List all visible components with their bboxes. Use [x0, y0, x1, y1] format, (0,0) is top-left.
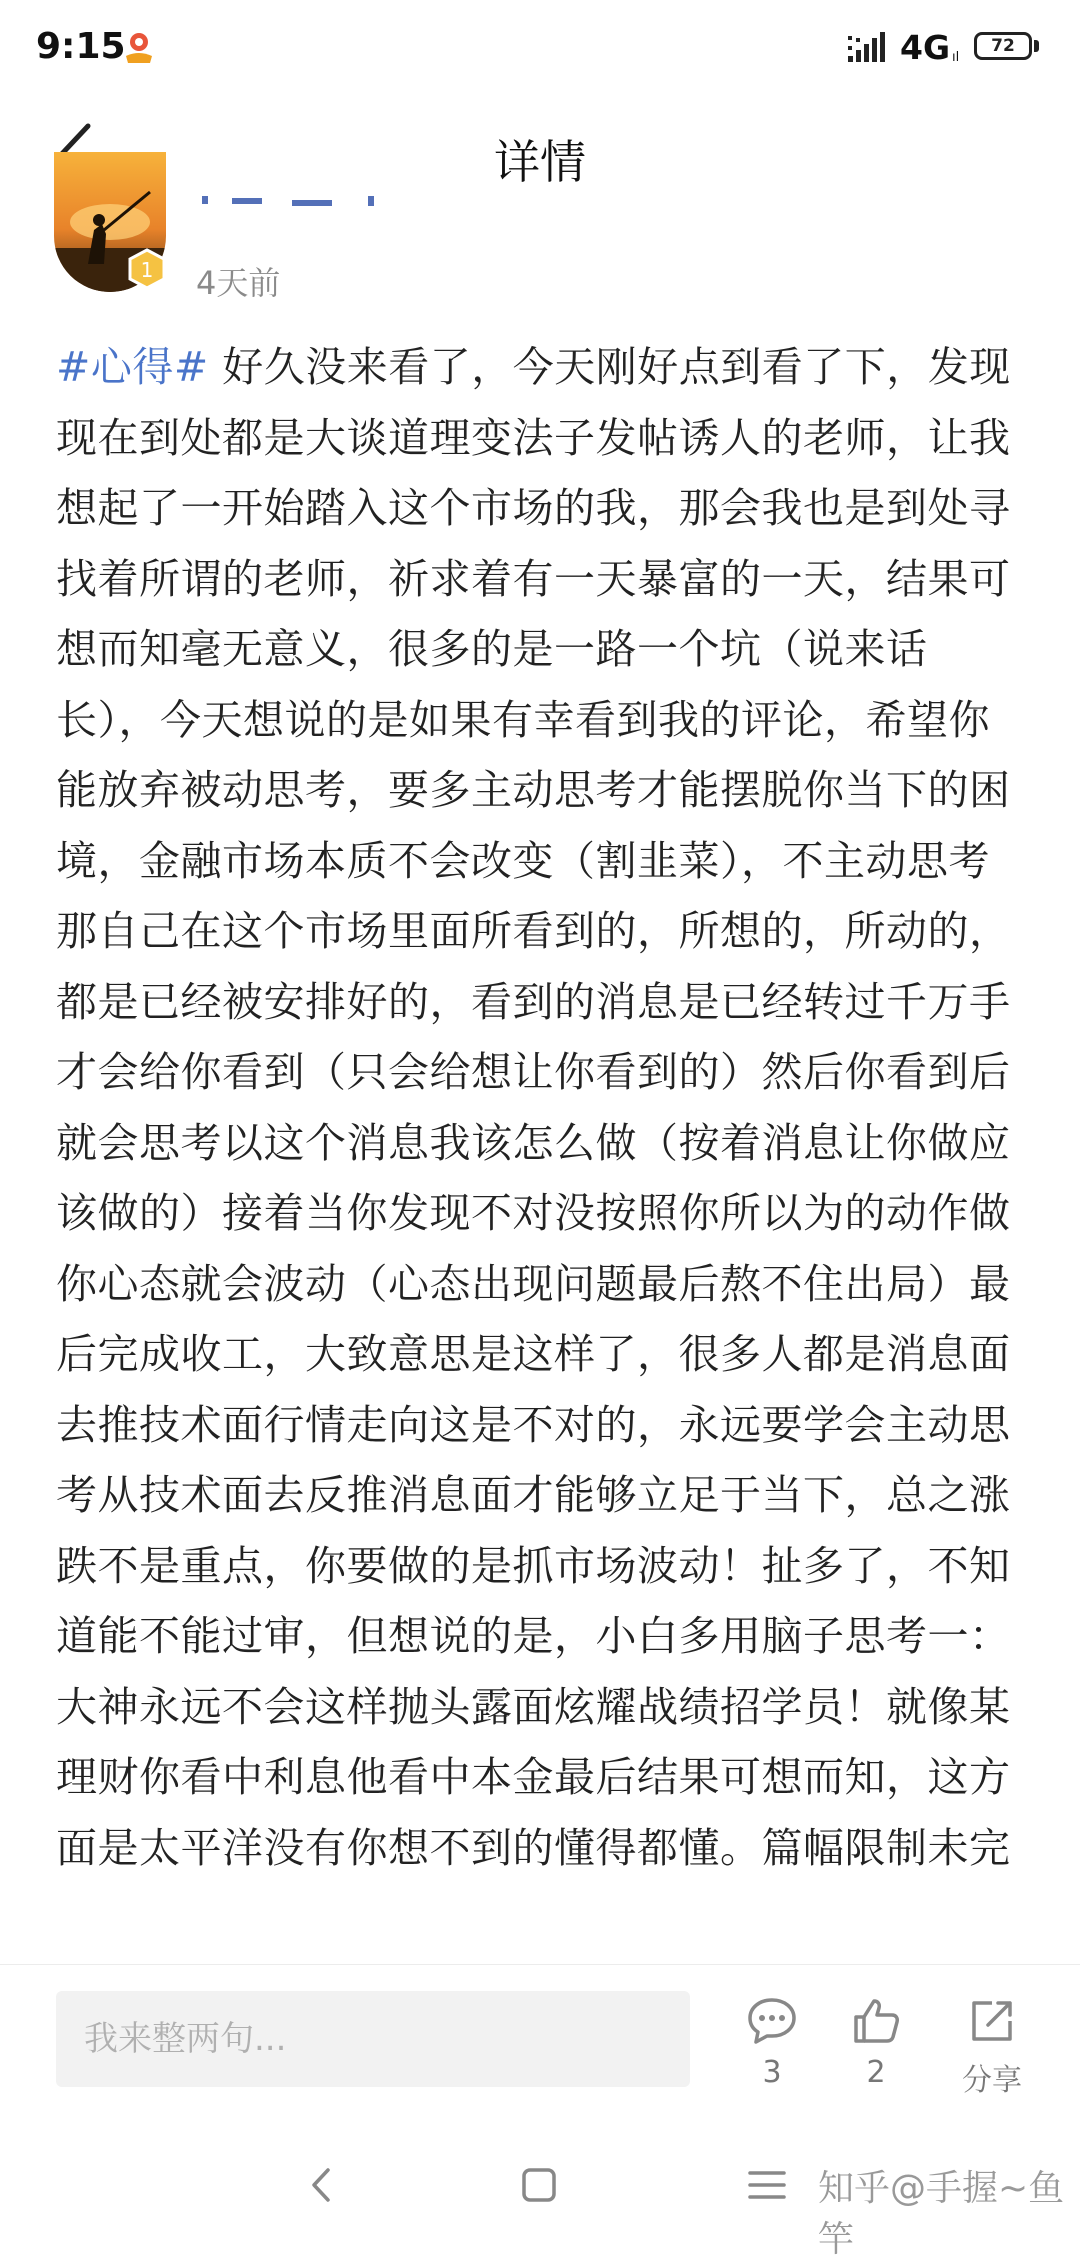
post-time: 4天前 — [196, 264, 281, 302]
topic-tag-link[interactable]: #心得# — [56, 343, 209, 391]
author-name-cropped[interactable] — [192, 196, 392, 224]
watermark: 知乎@手握~鱼竿 — [818, 2168, 1065, 2260]
thumbs-up-icon — [850, 1995, 902, 2047]
level-badge-number: 1 — [140, 258, 154, 282]
signal-strength-icon — [848, 32, 892, 62]
comment-icon — [746, 1995, 798, 2047]
network-type: 4G — [900, 28, 951, 67]
comment-input[interactable] — [56, 1991, 690, 2087]
comment-count: 3 — [762, 2055, 782, 2090]
share-button[interactable] — [942, 1995, 1042, 2098]
system-back-icon[interactable] — [296, 2160, 346, 2210]
post-content — [56, 332, 1028, 1883]
battery-icon — [974, 32, 1032, 60]
like-count: 2 — [866, 2055, 886, 2090]
level-badge-icon — [126, 248, 168, 290]
action-bar — [0, 1964, 1080, 2117]
battery-tip — [1034, 40, 1039, 52]
system-home-icon[interactable] — [514, 2160, 564, 2210]
network-activity: ıl — [952, 50, 960, 65]
status-time: 9:15 — [36, 26, 126, 67]
share-label: 分享 — [962, 2063, 1022, 2098]
page-title: 详情 — [494, 135, 586, 189]
system-menu-icon[interactable] — [742, 2160, 792, 2210]
share-icon — [966, 1995, 1018, 2047]
post-text: 好久没来看了，今天刚好点到看了下，发现现在到处都是大谈道理变法子发帖诱人的老师，让我想起了一开始踏入这个市场的我，那会我也是到处寻找着所谓的老师，祈求着有一天暴富的一天，结果可想而知毫无意义，很多的是一路一个坑（说来话长），今天想说的是如果有幸看到我的评论，希望你能放弃被动思考，要多主动思考才能摆脱你当下的困境，金融市场本质不会改变（割韭菜），不主动思考那自己在这个市场里面所看到的，所想的，所动的，都是已经被安排好的，看到的消息是已经转过千万手才会给你看到（只会给想让你看到的）然后你看到后就会思考以这个消息我该怎么做（按着消息让你做应该做的）接着当你发现不对没按照你所以为的动作做你心态就会波动（心态出现问题最后熬不住出局）最后完成收工，大致意思是这样了，很多人都是消息面去推技术面行情走向这是不对的，永远要学会主动思考从技术面去反推消息面才能够立足于当下，总之涨跌不是重点，你要做的是抓市场波动！扯多了，不知道能不能过审，但想说的是，小白多用脑子思考一：大神永远不会这样抛头露面炫耀战绩招学员！就像某理财你看中利息他看中本金最后结果可想而知，这方面是太平洋没有你想不到的懂得都懂。篇幅限制未完 — [56, 343, 1011, 1872]
app-notification-icon — [122, 30, 156, 66]
battery-level: 72 — [991, 36, 1015, 56]
comment-button[interactable] — [722, 1995, 822, 2095]
like-button[interactable] — [826, 1995, 926, 2095]
status-bar — [0, 0, 1080, 96]
